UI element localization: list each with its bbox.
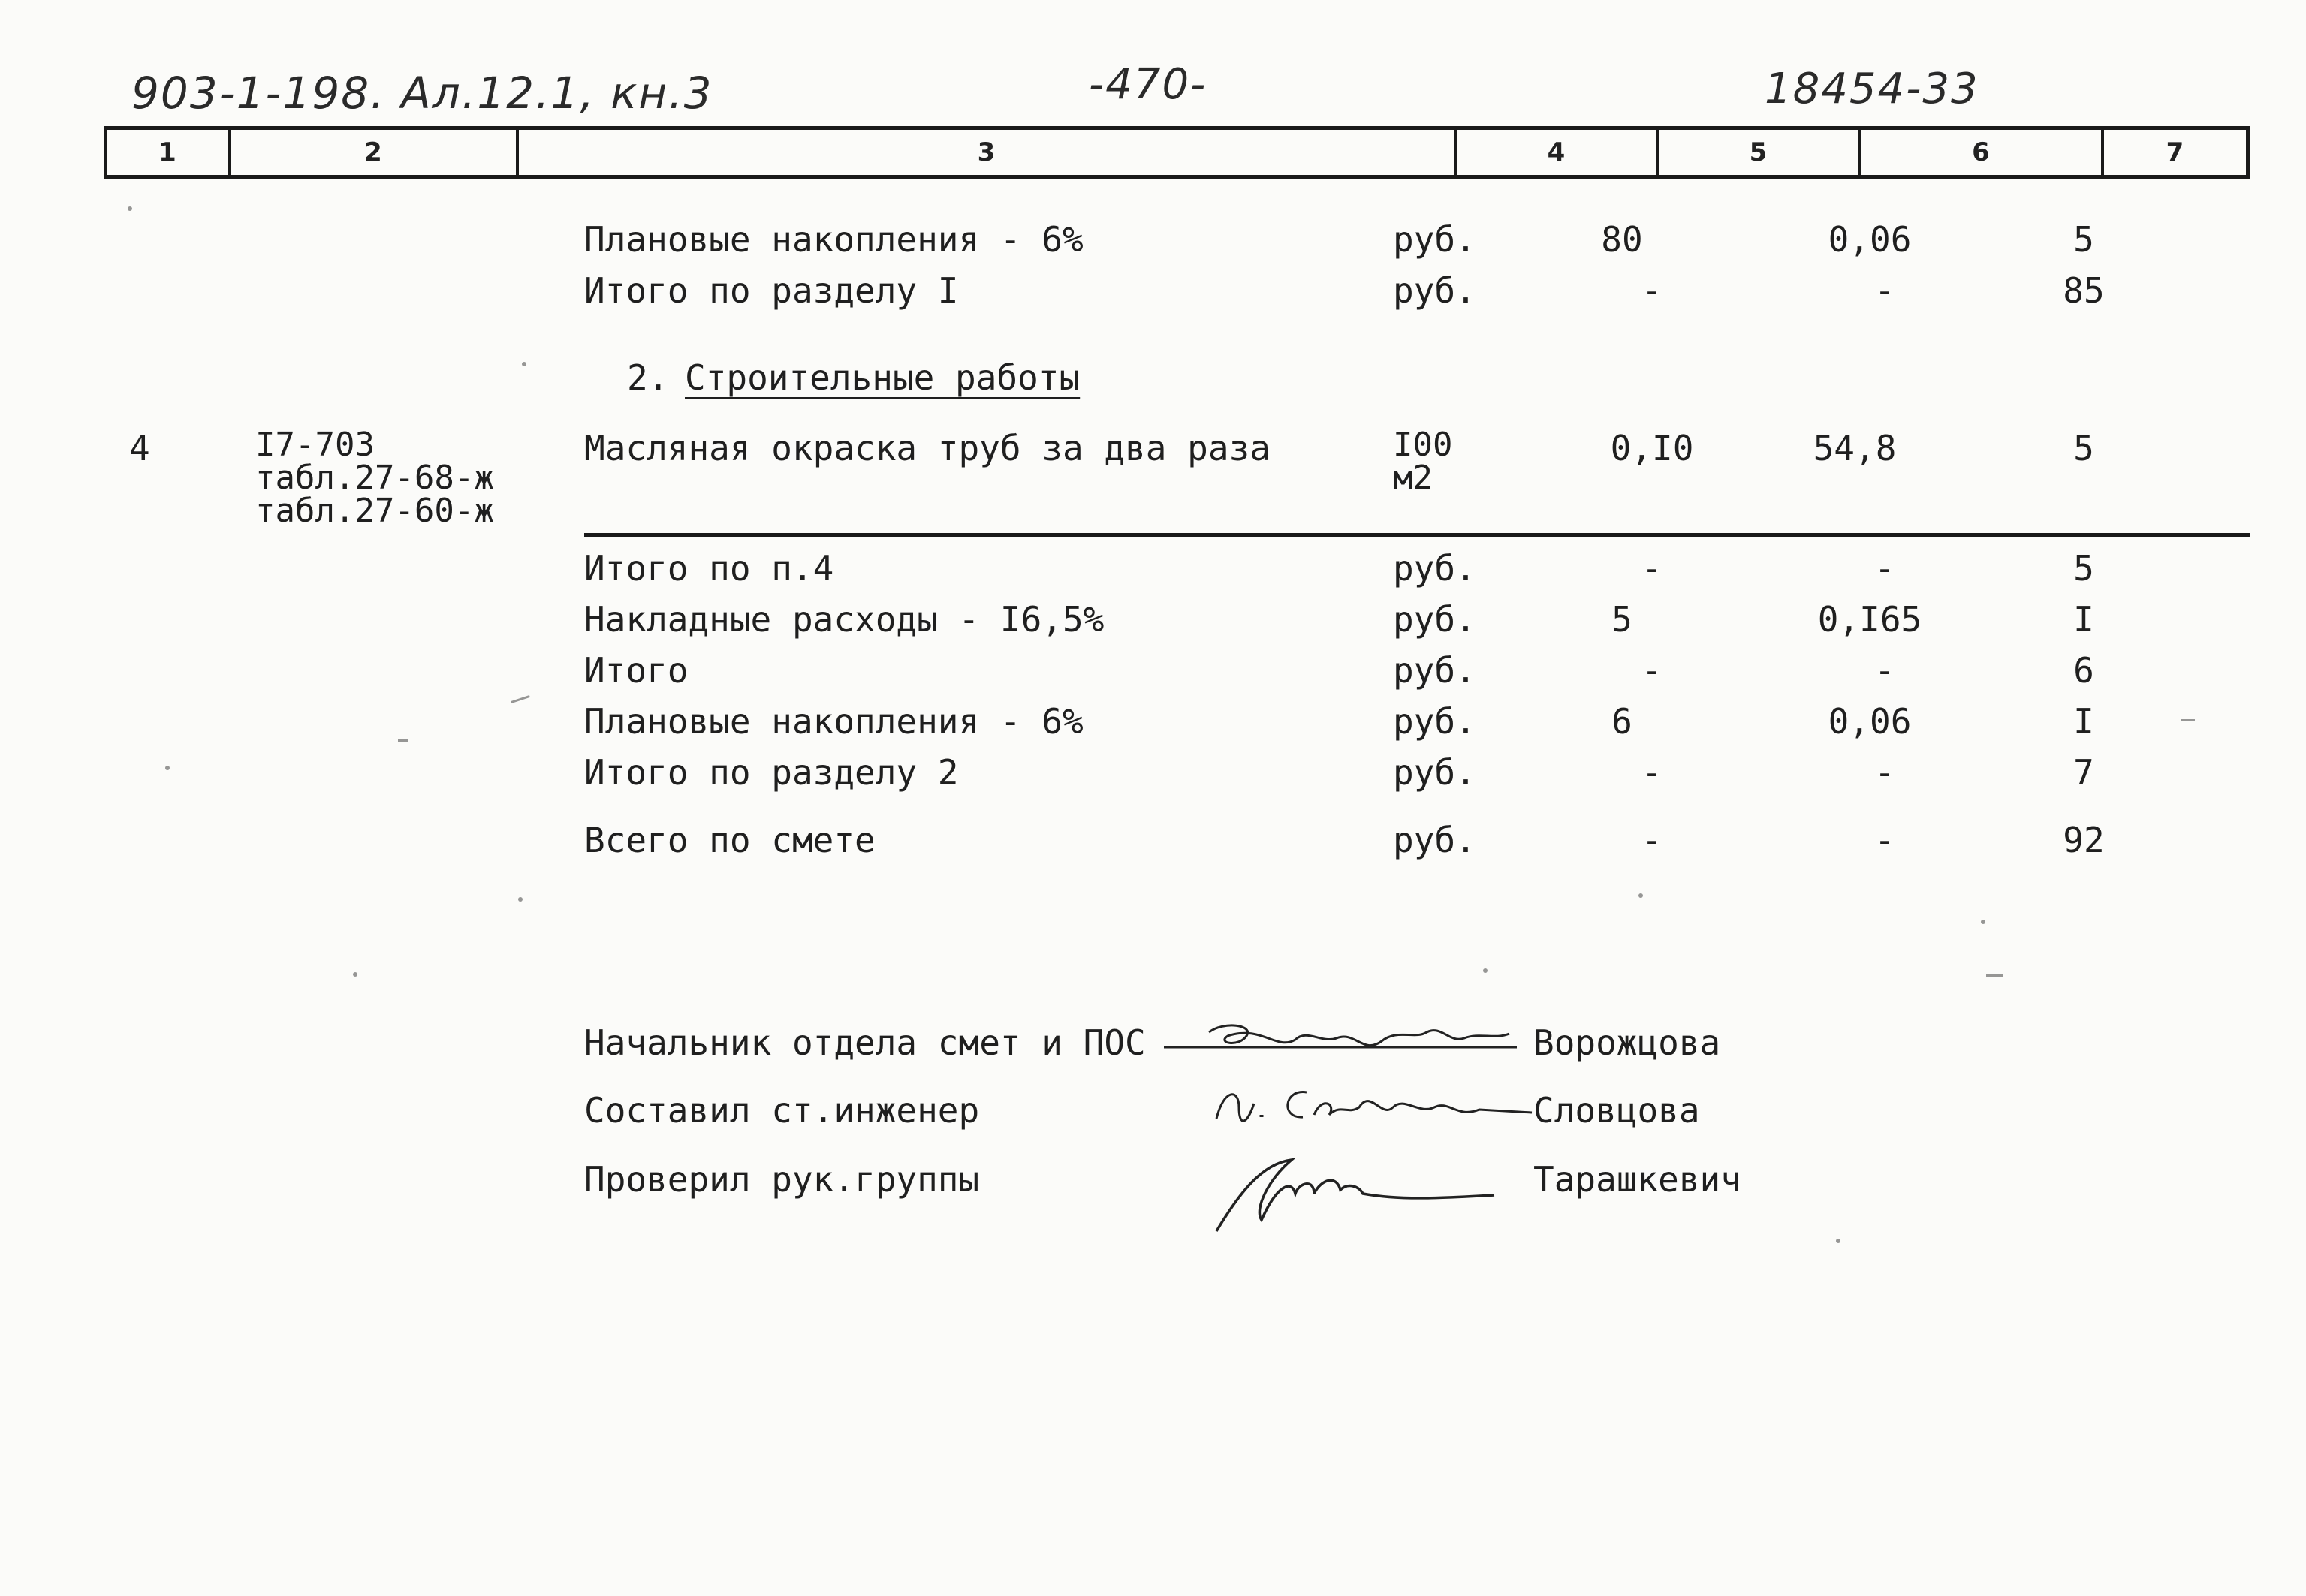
row-unit: руб. (1393, 548, 1476, 589)
row-col7: 5 (2073, 219, 2094, 260)
row-col6: - (1874, 270, 1895, 311)
item-unit-line2: м2 (1393, 459, 1433, 497)
scan-mark (2181, 719, 2195, 721)
row-col5: - (1641, 820, 1662, 860)
signature-role: Составил ст.инженер (584, 1090, 980, 1131)
signatory-name: Тарашкевич (1533, 1159, 1741, 1200)
section-title: Строительные работы (685, 357, 1081, 398)
column-header-1: 1 (158, 137, 176, 167)
row-name: Итого по разделу I (584, 270, 959, 311)
row-col7: 7 (2073, 752, 2094, 793)
column-header-4: 4 (1547, 137, 1566, 167)
scan-speck (1638, 893, 1643, 898)
row-col7: 85 (2063, 270, 2105, 311)
row-unit: руб. (1393, 650, 1476, 691)
row-col5: 80 (1601, 219, 1643, 260)
row-col5: 0,I0 (1610, 428, 1694, 468)
section-number: 2. (627, 357, 669, 398)
row-col5: - (1641, 270, 1662, 311)
row-col6: 0,I65 (1817, 599, 1922, 640)
scan-speck (128, 206, 132, 211)
row-name: Накладные расходы - I6,5% (584, 599, 1105, 640)
row-unit: руб. (1393, 820, 1476, 860)
scan-mark (1986, 974, 2003, 977)
item-number: 4 (129, 428, 150, 468)
signatory-name: Ворожцова (1533, 1022, 1721, 1063)
row-name: Итого по п.4 (584, 548, 834, 589)
row-col5: 5 (1611, 599, 1632, 640)
item-code-line: I7-703 (255, 426, 375, 464)
scan-speck (165, 766, 170, 770)
signature-role: Проверил рук.группы (584, 1159, 980, 1200)
signature-slovtsova (1209, 1074, 1539, 1141)
item-unit-line1: I00 (1393, 426, 1453, 464)
row-col7: 6 (2073, 650, 2094, 691)
signature-role: Начальник отдела смет и ПОС (584, 1022, 1146, 1063)
row-col5: - (1641, 548, 1662, 589)
table-header-row (104, 126, 2250, 179)
signature-tarashkevich (1209, 1149, 1502, 1239)
column-header-3: 3 (977, 137, 996, 167)
scan-speck (522, 362, 526, 366)
row-col7: I (2073, 599, 2094, 640)
row-name: Плановые накопления - 6% (584, 219, 1084, 260)
column-header-2: 2 (364, 137, 382, 167)
scan-speck (518, 897, 523, 902)
row-unit: руб. (1393, 219, 1476, 260)
section-divider-line (584, 533, 2250, 537)
signature-vorozhtsova (1156, 1010, 1532, 1070)
column-header-6: 6 (1972, 137, 1990, 167)
scan-speck (353, 972, 357, 977)
row-name: Плановые накопления - 6% (584, 701, 1084, 742)
row-col6: - (1874, 548, 1895, 589)
row-unit: руб. (1393, 270, 1476, 311)
signatory-name: Словцова (1533, 1090, 1700, 1131)
item-code-line: табл.27-68-ж (255, 459, 494, 497)
row-col6: 0,06 (1828, 219, 1912, 260)
row-col5: - (1641, 752, 1662, 793)
sheet-code: 18454-33 (1765, 65, 1979, 113)
column-header-5: 5 (1749, 137, 1768, 167)
row-col7: 5 (2073, 548, 2094, 589)
row-col7: I (2073, 701, 2094, 742)
scan-speck (1483, 968, 1488, 973)
row-col6: - (1874, 752, 1895, 793)
row-name: Итого по разделу 2 (584, 752, 959, 793)
scan-speck (1836, 1239, 1840, 1243)
page-number: -470- (1089, 60, 1207, 109)
row-col6: - (1874, 820, 1895, 860)
row-col5: 6 (1611, 701, 1632, 742)
column-header-7: 7 (2166, 137, 2184, 167)
row-col6: - (1874, 650, 1895, 691)
row-unit: руб. (1393, 701, 1476, 742)
row-name: Итого (584, 650, 689, 691)
scan-mark (398, 739, 408, 742)
item-name: Масляная окраска труб за два раза (584, 428, 1271, 468)
row-col6: 54,8 (1813, 428, 1897, 468)
row-col5: - (1641, 650, 1662, 691)
row-col7: 92 (2063, 820, 2105, 860)
row-col6: 0,06 (1828, 701, 1912, 742)
scan-speck (1981, 920, 1985, 924)
item-code-line: табл.27-60-ж (255, 492, 494, 530)
row-col7: 5 (2073, 428, 2094, 468)
scan-mark (511, 695, 530, 703)
row-unit: руб. (1393, 752, 1476, 793)
row-unit: руб. (1393, 599, 1476, 640)
row-name: Всего по смете (584, 820, 876, 860)
document-code: 903-1-198. Ал.12.1, кн.3 (131, 68, 713, 119)
